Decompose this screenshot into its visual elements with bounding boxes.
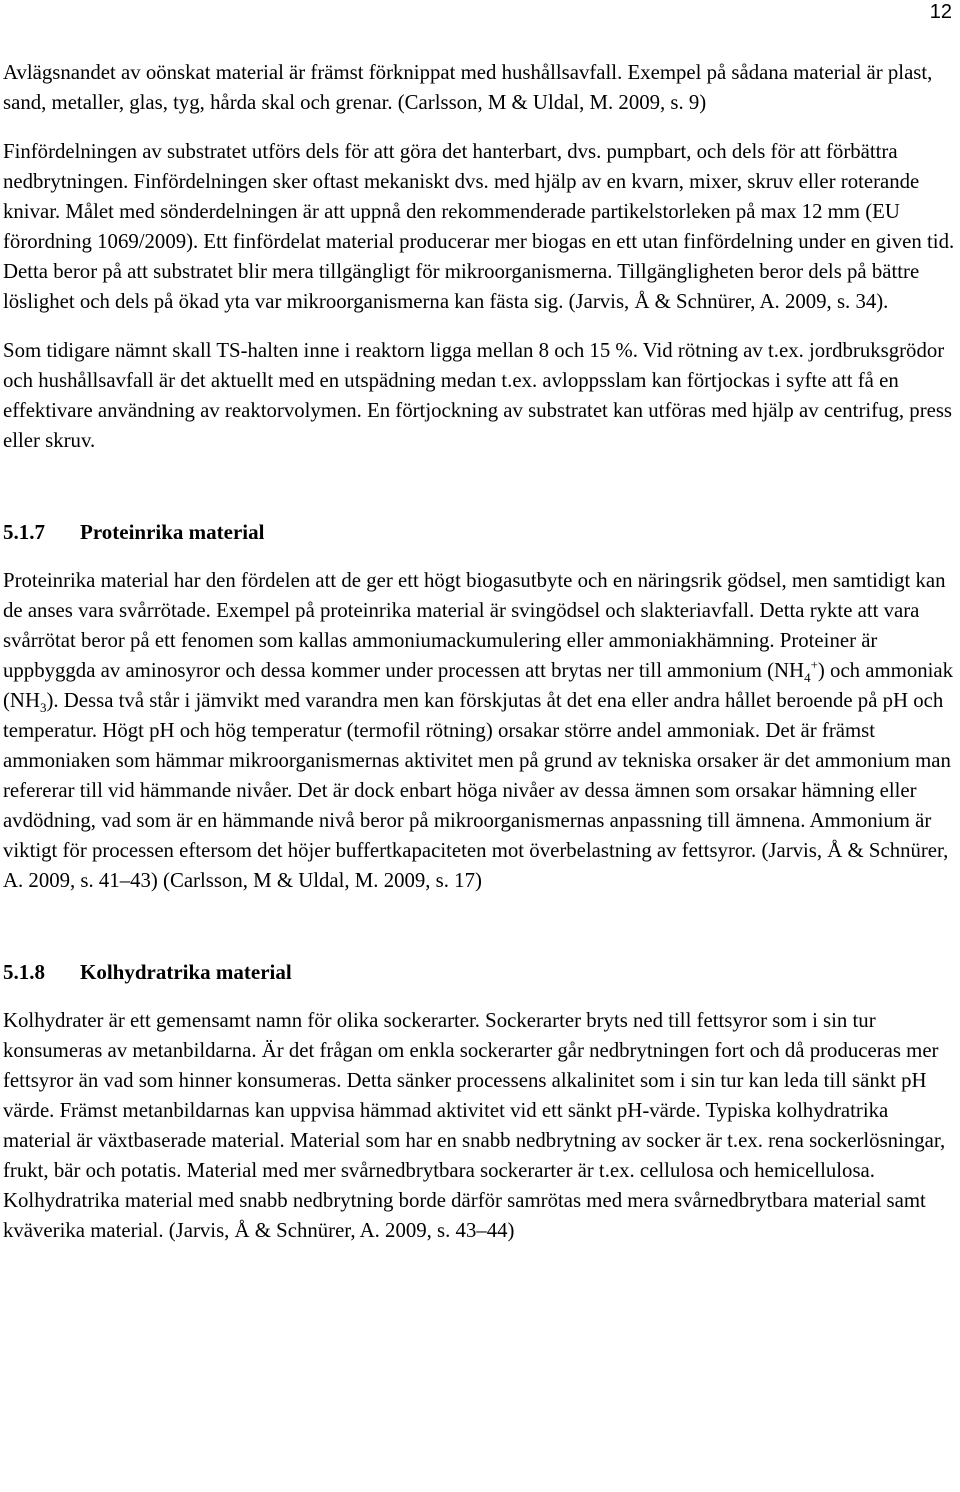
document-body (3, 58, 955, 1246)
section-number: 5.1.8 (3, 960, 45, 984)
section-heading-proteinrika (3, 517, 955, 547)
paragraph-ts-halt: Som tidigare nämnt skall TS-halten inne i reaktorn ligga mellan 8 och 15 %. Vid rötning av t.ex. jordbruksgrödor och hushållsavfall är det aktuellt med en utspädning medan t.ex. avloppsslam kan förtjockas i syfte att få en effektivare användning av reaktorvolymen. En förtjockning av substratet kan utföras med hjälp av centrifug, press eller skruv. (3, 339, 953, 452)
section-title: Kolhydratrika material (80, 960, 292, 984)
section-number: 5.1.7 (3, 520, 45, 544)
section-heading-kolhydratrika (3, 957, 955, 987)
paragraph-proteinrika: Proteinrika material har den fördelen att de ger ett högt biogasutbyte och en näringsrik gödsel, men samtidigt kan de anses vara svårrötade. Exempel på proteinrika material är svingödsel och slakteriavfall. Detta rykte att vara svårrötat beror på ett fenomen som kallas ammoniumackumulering eller ammoniakhämning. Proteiner är uppbyggda av aminosyror och dessa kommer under processen att brytas ner till ammonium $(NH_4^+)$ och ammoniak $(NH_3)$. Dessa två står i jämvikt med varandra men kan förskjutas åt det ena eller andra hållet beroende på pH och temperatur. Högt pH och hög temperatur (termofil rötning) orsakar större andel ammoniak. Det är främst ammoniaken som hämmar mikroorganismernas aktivitet men på grund av tekniska orsaker är det ammonium man refererar till vid hämmande nivåer. Det är dock enbart höga nivåer av dessa ämnen som orsakar hämning eller avdödning, vad som är en hämmande nivå beror på mikroorganismernas anpassning till ämnena. Ammonium är viktigt för processen eftersom det höjer buffertkapaciteten mot överbelastning av fettsyror. (Jarvis, Å & Schnürer, A. 2009, s. 41–43) (Carlsson, M & Uldal, M. 2009, s. 17) (3, 569, 954, 892)
section-title: Proteinrika material (80, 520, 265, 544)
paragraph-avlagsnande: Avlägsnandet av oönskat material är främst förknippat med hushållsavfall. Exempel på sådana material är plast, sand, metaller, glas, tyg, hårda skal och grenar. (Carlsson, M & Uldal, M. 2009, s. 9) (3, 61, 933, 114)
paragraph-kolhydratrika: Kolhydrater är ett gemensamt namn för olika sockerarter. Sockerarter bryts ned till fettsyror som i sin tur konsumeras av metanbildarna. Är det frågan om enkla sockerarter går nedbrytningen fort och då produceras mer fettsyror än vad som hinner konsumeras. Detta sänker processens alkalinitet som i sin tur kan leda till sänkt pH värde. Främst metanbildarnas kan uppvisa hämmad aktivitet vid ett sänkt pH-värde. Typiska kolhydratrika material är växtbaserade material. Material som har en snabb nedbrytning av socker är t.ex. rena sockerlösningar, frukt, bär och potatis. Material med mer svårnedbrytbara sockerarter är t.ex. cellulosa och hemicellulosa. Kolhydratrika material med snabb nedbrytning borde därför samrötas med mera svårnedbrytbara material samt kväverika material. (Jarvis, Å & Schnürer, A. 2009, s. 43–44) (3, 1009, 946, 1242)
paragraph-finfordelning: Finfördelningen av substratet utförs dels för att göra det hanterbart, dvs. pumpbart, och dels för att förbättra nedbrytningen. Finfördelningen sker oftast mekaniskt dvs. med hjälp av en kvarn, mixer, skruv eller roterande knivar. Målet med sönderdelningen är att uppnå den rekommenderade partikelstorleken på max 12 mm (EU förordning 1069/2009). Ett finfördelat material producerar mer biogas en ett utan finfördelning under en given tid. Detta beror på att substratet blir mera tillgängligt för mikroorganismerna. Tillgängligheten beror dels på bättre löslighet och dels på ökad yta var mikroorganismerna kan fästa sig. (Jarvis, Å & Schnürer, A. 2009, s. 34). (3, 140, 955, 313)
page-number: 12 (929, 1, 952, 23)
